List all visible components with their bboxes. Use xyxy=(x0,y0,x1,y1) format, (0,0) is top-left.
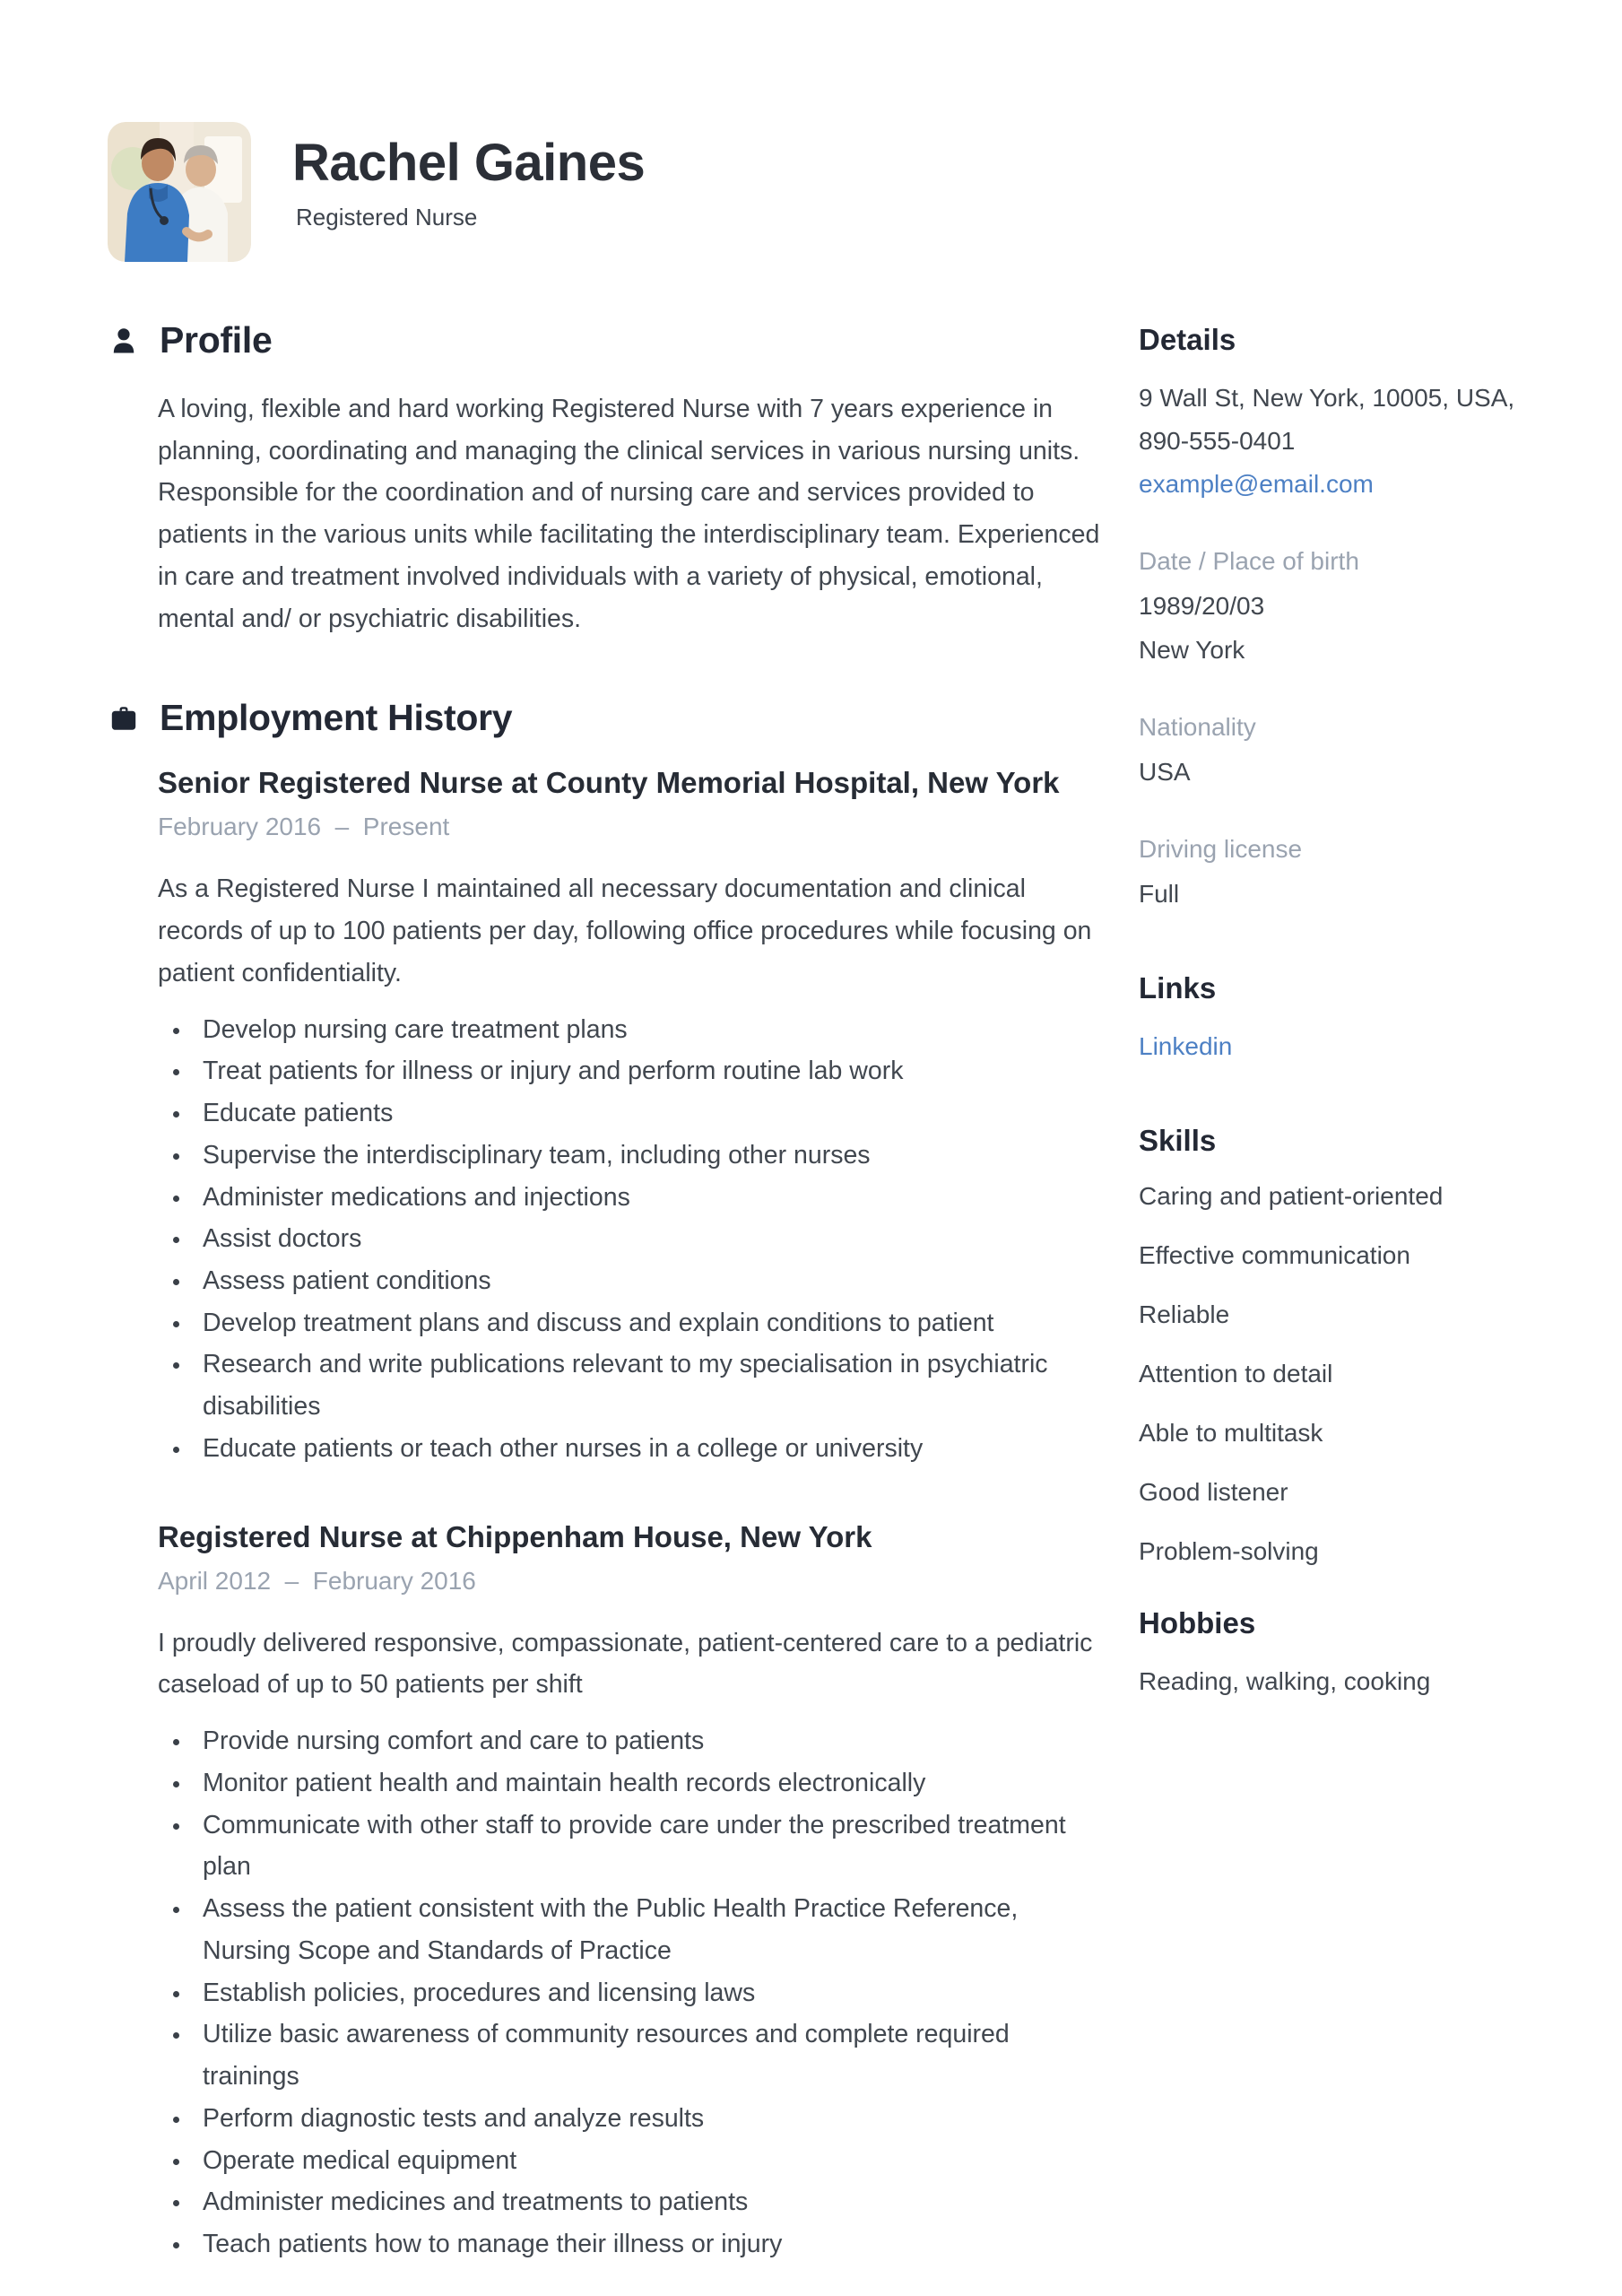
linkedin-link[interactable]: Linkedin xyxy=(1139,1032,1233,1061)
job-bullet: • Treat patients for illness or injury and perform routine lab work xyxy=(192,1050,1105,1092)
employment-section xyxy=(108,697,1105,2265)
skill-item: Effective communication xyxy=(1139,1241,1410,1270)
phone-text: 890-555-0401 xyxy=(1139,427,1296,456)
job-bullet: • Establish policies, procedures and licensing laws xyxy=(192,1972,1105,2014)
sidebar xyxy=(1139,122,1560,2296)
profile-photo xyxy=(108,122,251,262)
hobbies-text: Reading, walking, cooking xyxy=(1139,1667,1431,1696)
profile-text: A loving, flexible and hard working Registered Nurse with 7 years experience in planning, coordinating and managing the clinical services in various nursing units. Responsible for the coordination and of nursing care and services provided to patients in the various units while facilitating the interdisciplinary team. Experienced in care and treatment involved individuals with a variety of physical, emotional, mental and/ or psychiatric disabilities. xyxy=(158,395,1100,633)
job-dates: February 2016 – Present xyxy=(158,813,450,841)
job-title: Senior Registered Nurse at County Memorial Hospital, New York xyxy=(158,766,1060,800)
profile-section xyxy=(108,319,1105,639)
job-bullet: • Educate patients xyxy=(192,1092,1105,1135)
links-list xyxy=(1139,1025,1560,1068)
job-bullet-list xyxy=(158,1720,1105,2266)
address-text: 9 Wall St, New York, 10005, USA, xyxy=(1139,384,1515,412)
job-dates: April 2012 – February 2016 xyxy=(158,1566,476,1595)
header xyxy=(108,122,1105,262)
job-bullet: • Teach patients how to manage their illness or injury xyxy=(192,2223,1105,2266)
skill-item: Attention to detail xyxy=(1139,1360,1333,1388)
skill-item: Problem-solving xyxy=(1139,1537,1319,1566)
job-bullet-list xyxy=(158,1009,1105,1470)
links-heading: Links xyxy=(1139,971,1217,1005)
job-bullet: • Monitor patient health and maintain health records electronically xyxy=(192,1762,1105,1805)
job-bullet: • Develop treatment plans and discuss and explain conditions to patient xyxy=(192,1302,1105,1344)
job-bullet: • Develop nursing care treatment plans xyxy=(192,1009,1105,1051)
main-column xyxy=(108,122,1105,2296)
nationality-label: Nationality xyxy=(1139,712,1256,741)
job-bullet: • Assist doctors xyxy=(192,1218,1105,1260)
job-bullet: • Research and write publications relevant to my specialisation in psychiatric disabilities xyxy=(192,1344,1105,1427)
person-icon xyxy=(108,325,140,357)
driving-license-value: Full xyxy=(1139,879,1180,908)
job-bullet: • Supervise the interdisciplinary team, including other nurses xyxy=(192,1135,1105,1177)
job-bullet: • Assess the patient consistent with the Public Health Practice Reference, Nursing Scope and Standards of Practice xyxy=(192,1888,1105,1971)
profile-photo-illustration xyxy=(108,122,251,262)
hobbies-heading: Hobbies xyxy=(1139,1606,1256,1640)
profile-body xyxy=(158,388,1105,639)
job-title: Registered Nurse at Chippenham House, New York xyxy=(158,1519,872,1553)
job-bullet: • Administer medicines and treatments to patients xyxy=(192,2181,1105,2223)
email-link[interactable]: example@email.com xyxy=(1139,470,1374,499)
job-bullet: • Perform diagnostic tests and analyze results xyxy=(192,2098,1105,2140)
birth-date: 1989/20/03 xyxy=(1139,592,1265,621)
briefcase-icon xyxy=(108,702,140,735)
profile-heading: Profile xyxy=(160,319,273,361)
skill-item: Caring and patient-oriented xyxy=(1139,1182,1444,1211)
job-bullet: • Communicate with other staff to provide care under the prescribed treatment plan xyxy=(192,1805,1105,1888)
job-bullet: • Educate patients or teach other nurses in a college or university xyxy=(192,1428,1105,1470)
person-job-title: Registered Nurse xyxy=(296,203,478,230)
job-entry-2 xyxy=(158,1520,1105,2266)
job-entry-1 xyxy=(158,766,1105,1469)
job-bullet: • Administer medications and injections xyxy=(192,1177,1105,1219)
employment-heading: Employment History xyxy=(160,697,513,739)
birth-place: New York xyxy=(1139,635,1245,664)
profile-section-heading xyxy=(108,319,1105,361)
employment-section-heading xyxy=(108,697,1105,739)
job-bullet: • Assess patient conditions xyxy=(192,1260,1105,1302)
skills-heading: Skills xyxy=(1139,1124,1217,1158)
person-name: Rachel Gaines xyxy=(292,134,646,192)
details-heading: Details xyxy=(1139,323,1236,356)
job-bullet: • Utilize basic awareness of community resources and complete required trainings xyxy=(192,2013,1105,2097)
skill-item: Able to multitask xyxy=(1139,1419,1323,1448)
nationality-value: USA xyxy=(1139,757,1191,786)
birth-label: Date / Place of birth xyxy=(1139,547,1359,576)
job-bullet: • Operate medical equipment xyxy=(192,2140,1105,2182)
job-bullet: • Provide nursing comfort and care to patients xyxy=(192,1720,1105,1762)
driving-license-label: Driving license xyxy=(1139,834,1303,863)
job-intro: As a Registered Nurse I maintained all necessary documentation and clinical records of up to 100 patients per day, following office procedures while focusing on patient confidentiality. xyxy=(158,874,1092,987)
employment-body xyxy=(158,766,1105,2265)
skills-list xyxy=(1139,1178,1560,1570)
skill-item: Good listener xyxy=(1139,1478,1288,1507)
skill-item: Reliable xyxy=(1139,1300,1230,1329)
job-intro: I proudly delivered responsive, compassionate, patient-centered care to a pediatric caseload of up to 50 patients per shift xyxy=(158,1628,1093,1700)
name-block xyxy=(292,122,645,262)
